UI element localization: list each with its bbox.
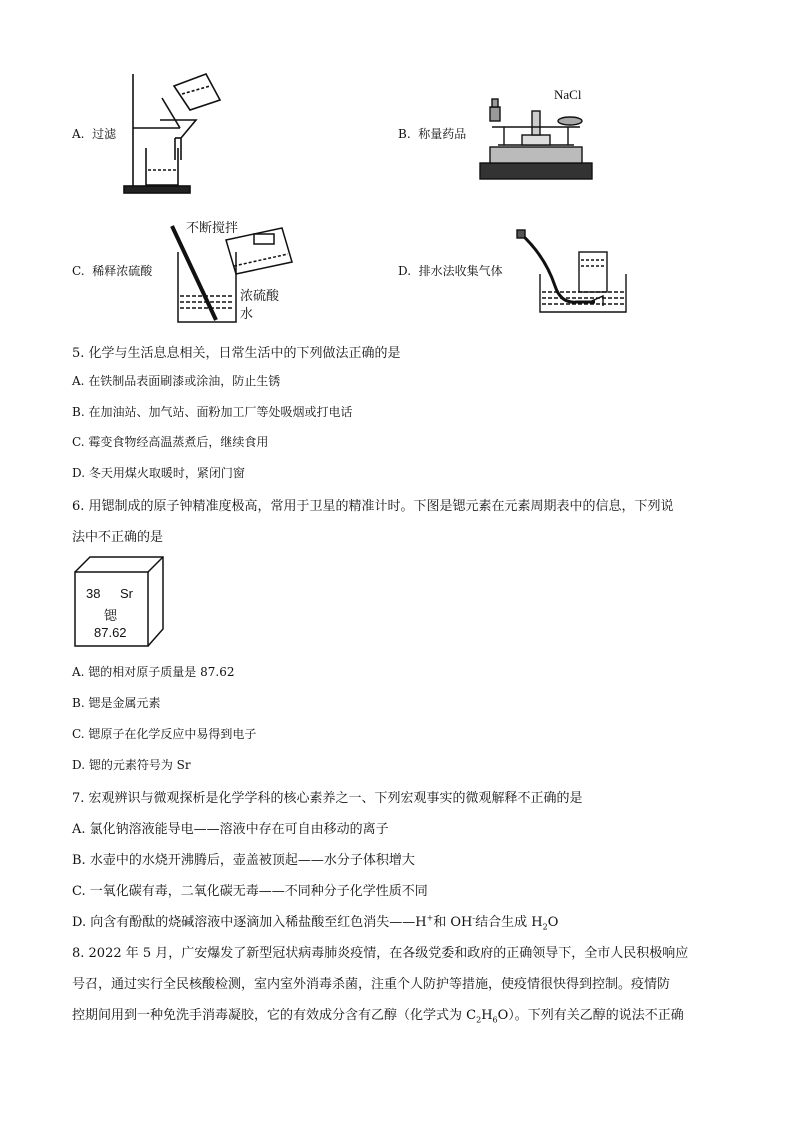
question-6-option-c: C. 锶原子在化学反应中易得到电子 (72, 727, 257, 741)
option-letter: C. (72, 264, 85, 278)
question-8-line1: 8. 2022 年 5 月，广安爆发了新型冠状病毒肺炎疫情，在各级党委和政府的正确领导下，全市人民积极响应 (72, 946, 689, 961)
subscript: 2 (476, 1015, 482, 1025)
element-name: 锶 (104, 609, 118, 624)
option-text: 称量药品 (418, 127, 467, 141)
option-a (72, 125, 116, 142)
question-5-option-d: D. 冬天用煤火取暖时，紧闭门窗 (72, 466, 245, 480)
question-7-option-b: B. 水壶中的水烧开沸腾后，壶盖被顶起——水分子体积增大 (72, 853, 415, 868)
superscript-minus: - (472, 913, 476, 923)
option-letter: D. (398, 264, 412, 278)
question-5-option-b: B. 在加油站、加气站、面粉加工厂等处吸烟或打电话 (72, 405, 353, 419)
option-letter: B. (398, 127, 411, 141)
option-c (72, 262, 152, 279)
acid-label: 浓硫酸 (240, 288, 280, 303)
superscript-plus: + (426, 913, 434, 923)
option-letter: A. (72, 127, 85, 141)
nacl-label: NaCl (554, 87, 582, 102)
question-8-line3 (72, 1004, 684, 1025)
question-7-stem: 7. 宏观辨识与微观探析是化学学科的核心素养之一、下列宏观事实的微观解释不正确的是 (72, 791, 583, 806)
option-text: 稀释浓硫酸 (92, 264, 153, 278)
question-7-option-a: A. 氯化钠溶液能导电——溶液中存在可自由移动的离子 (72, 822, 389, 837)
question-5-option-a: A. 在铁制品表面刷漆或涂油，防止生锈 (72, 374, 281, 388)
question-7-option-d (72, 911, 558, 932)
question-6-option-a: A. 锶的相对原子质量是 87.62 (72, 665, 235, 679)
question-7-option-c: C. 一氧化碳有毒，二氧化碳无毒——不同种分子化学性质不同 (72, 884, 428, 899)
option-b (398, 125, 466, 142)
option-d-text: 和 OH (433, 915, 473, 930)
element-symbol: Sr (120, 586, 133, 601)
filtration-apparatus-icon (118, 70, 228, 195)
option-d-text: D. 向含有酚酞的烧碱溶液中逐滴加入稀盐酸至红色消失——H (72, 915, 427, 930)
option-d-text: O (547, 915, 559, 930)
question-8-line2: 号召，通过实行全民核酸检测，室内室外消毒杀菌，注重个人防护等措施，使疫情很快得到控制。疫情防 (72, 977, 671, 992)
option-text: 排水法收集气体 (418, 264, 503, 278)
atomic-number: 38 (86, 586, 101, 601)
question-6-stem-line1: 6. 用锶制成的原子钟精准度极高，常用于卫星的精准计时。下图是锶元素在元素周期表中的信息，下列说 (72, 499, 674, 514)
stir-label: 不断搅拌 (186, 220, 239, 235)
option-d-text: 结合生成 H (475, 915, 543, 930)
question-5-option-c: C. 霉变食物经高温蒸煮后，继续食用 (72, 435, 269, 449)
water-label: 水 (240, 306, 254, 321)
option-d (398, 262, 503, 279)
option-text: 过滤 (92, 127, 117, 141)
line-text: O）。下列有关乙醇的说法不正确 (497, 1008, 684, 1023)
question-6-option-b: B. 锶是金属元素 (72, 696, 161, 710)
question-5-stem: 5. 化学与生活息息相关，日常生活中的下列做法正确的是 (72, 346, 401, 361)
question-6-option-d: D. 锶的元素符号为 Sr (72, 758, 191, 772)
subscript: 6 (492, 1015, 498, 1025)
line-text: H (481, 1008, 493, 1023)
question-6-stem-line2: 法中不正确的是 (72, 530, 164, 545)
subscript-2: 2 (542, 922, 548, 932)
atomic-mass: 87.62 (94, 625, 127, 640)
water-displacement-icon (515, 226, 630, 318)
line-text: 控期间用到一种免洗手消毒凝胶，它的有效成分含有乙醇（化学式为 C (72, 1008, 477, 1023)
